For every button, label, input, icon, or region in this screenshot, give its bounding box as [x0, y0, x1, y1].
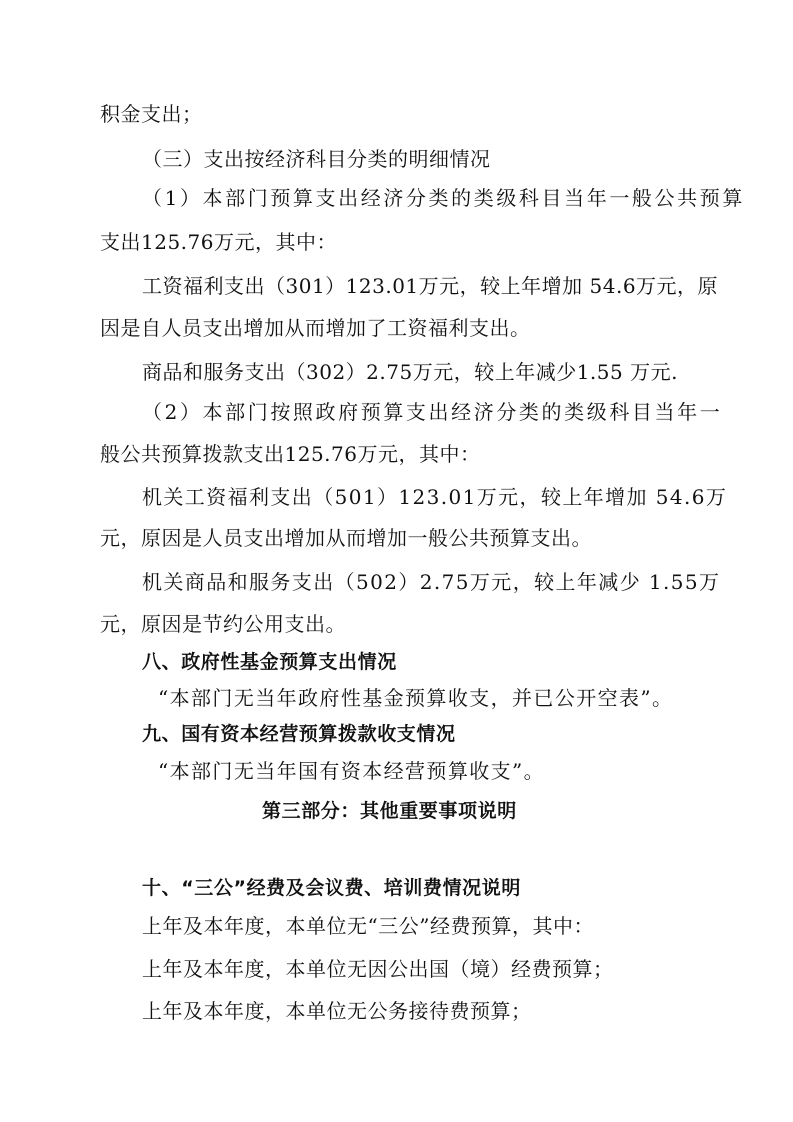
- body-text-line: 工资福利支出（301）123.01万元，较上年增加 54.6万元，原: [142, 274, 719, 298]
- section-heading: 九、国有资本经营预算拨款收支情况: [142, 723, 456, 745]
- section-heading: 十、“三公”经费及会议费、培训费情况说明: [142, 877, 521, 899]
- section-heading: 八、政府性基金预算支出情况: [142, 651, 397, 673]
- body-text-line: 上年及本年度，本单位无公务接待费预算；: [142, 999, 532, 1023]
- body-text-line: 机关工资福利支出（501）123.01万元，较上年增加 54.6万: [142, 485, 728, 509]
- body-text-line: （1）本部门预算支出经济分类的类级科目当年一般公共预算: [142, 186, 745, 210]
- body-text-line: 积金支出；: [100, 102, 203, 126]
- part-heading: 第三部分：其他重要事项说明: [262, 800, 517, 822]
- body-text-line: 支出125.76万元，其中：: [100, 230, 337, 254]
- body-text-line: 机关商品和服务支出（502）2.75万元，较上年减少 1.55万: [142, 570, 721, 594]
- body-text-line: 般公共预算拨款支出125.76万元，其中：: [100, 442, 481, 466]
- quoted-statement: “本部门无当年政府性基金预算收支，并已公开空表”。: [158, 686, 674, 710]
- quoted-statement: “本部门无当年国有资本经营预算收支”。: [158, 759, 546, 783]
- body-text-line: 元，原因是人员支出增加从而增加一般公共预算支出。: [100, 526, 592, 550]
- body-text-line: 因是自人员支出增加从而增加了工资福利支出。: [100, 316, 531, 340]
- body-text-line: （2）本部门按照政府预算支出经济分类的类级科目当年一: [142, 400, 723, 424]
- body-text-line: 元，原因是节约公用支出。: [100, 612, 346, 636]
- body-text-line: 上年及本年度，本单位无因公出国（境）经费预算；: [142, 957, 614, 981]
- body-text-line: 上年及本年度，本单位无“三公”经费预算，其中：: [142, 914, 594, 938]
- subsection-heading: （三）支出按经济科目分类的明细情况: [142, 147, 491, 171]
- body-text-line: 商品和服务支出（302）2.75万元，较上年减少1.55 万元.: [142, 360, 678, 384]
